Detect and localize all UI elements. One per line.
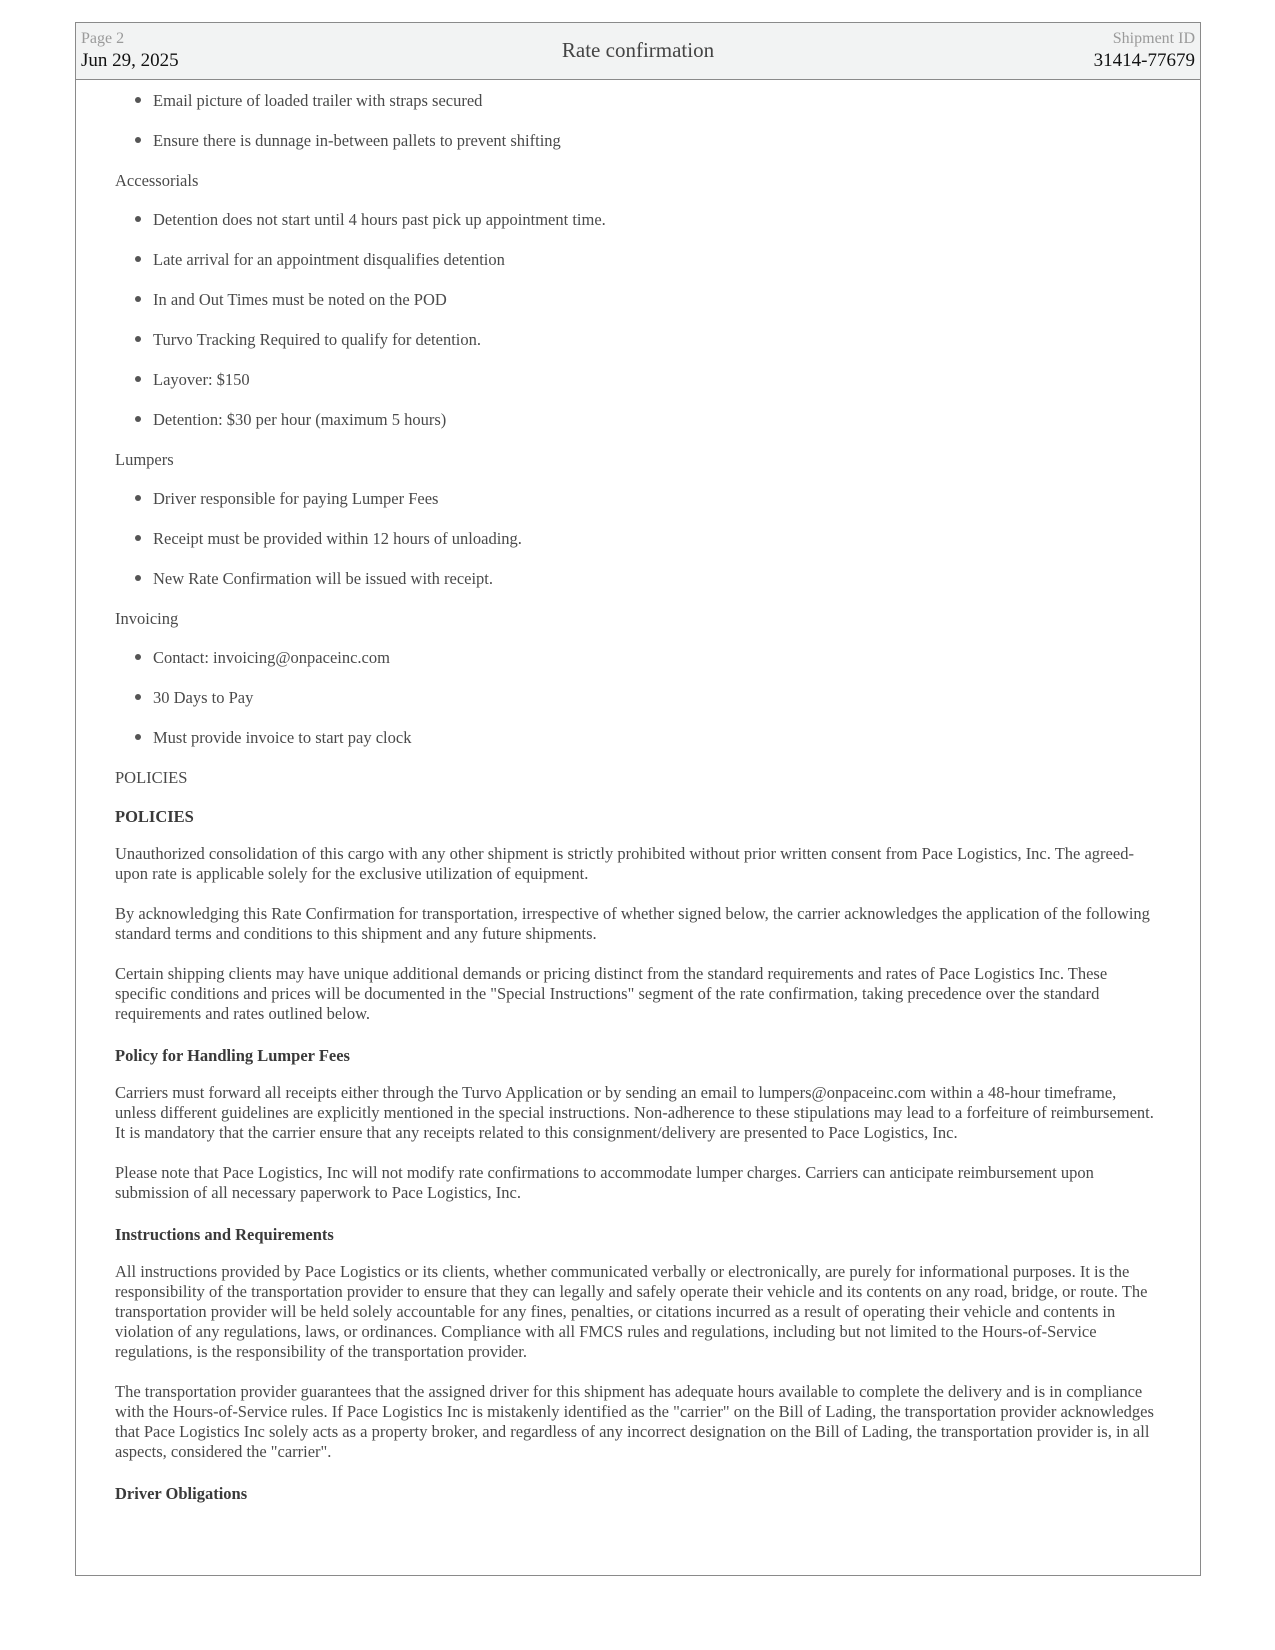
list-item: Detention does not start until 4 hours past pick up appointment time.: [115, 208, 1160, 248]
policy-paragraph: Carriers must forward all receipts either through the Turvo Application or by sending an email to lumpers@onpaceinc.com within a 48-hour timeframe, unless different guidelines are explicitly mentioned in the special instructions. Non-adherence to these stipulations may lead to a forfeiture of reimbursement. It is mandatory that the carrier ensure that any receipts related to this consignment/delivery are presented to Pace Logistics, Inc.: [115, 1083, 1154, 1142]
policy-paragraph: The transportation provider guarantees that the assigned driver for this shipment has adequate hours available to complete the delivery and is in compliance with the Hours-of-Service rules. If Pace Logistics Inc is mistakenly identified as the "carrier" on the Bill of Lading, the transportation provider acknowledges that Pace Logistics Inc solely acts as a property broker, and regardless of any incorrect designation on the Bill of Lading, the transportation provider is, in all aspects, considered the "carrier".: [115, 1382, 1154, 1461]
list-item: Email picture of loaded trailer with straps secured: [115, 89, 1160, 129]
list-item: Must provide invoice to start pay clock: [115, 726, 1160, 766]
invoicing-heading: Invoicing: [115, 609, 179, 628]
accessorials-list: [115, 208, 1160, 448]
policy-paragraph: Unauthorized consolidation of this cargo with any other shipment is strictly prohibited without prior written consent from Pace Logistics, Inc. The agreed-upon rate is applicable solely for the exclusive utilization of equipment.: [115, 844, 1134, 883]
policies-label: POLICIES: [115, 768, 188, 787]
lumpers-heading: Lumpers: [115, 450, 174, 469]
list-item: Ensure there is dunnage in-between pallets to prevent shifting: [115, 129, 1160, 169]
shipment-id-label: Shipment ID: [1112, 30, 1195, 47]
lumpers-list: [115, 487, 1160, 607]
loading-requirements-list: [115, 89, 1160, 169]
list-item: Detention: $30 per hour (maximum 5 hours): [115, 408, 1160, 448]
policy-paragraph: All instructions provided by Pace Logistics or its clients, whether communicated verbally or electronically, are purely for informational purposes. It is the responsibility of the transportation provider to ensure that they can legally and safely operate their vehicle and its contents on any road, bridge, or route. The transportation provider will be held solely accountable for any fines, penalties, or citations incurred as a result of operating their vehicle and contents in violation of any regulations, laws, or ordinances. Compliance with all FMCS rules and regulations, including but not limited to the Hours-of-Service regulations, is the responsibility of the transportation provider.: [115, 1262, 1148, 1361]
list-item: Contact: invoicing@onpaceinc.com: [115, 646, 1160, 686]
document-title: Rate confirmation: [561, 38, 715, 62]
policy-paragraph: By acknowledging this Rate Confirmation for transportation, irrespective of whether signed below, the carrier acknowledges the application of the following standard terms and conditions to this shipment and any future shipments.: [115, 904, 1150, 943]
list-item: In and Out Times must be noted on the POD: [115, 288, 1160, 328]
list-item: New Rate Confirmation will be issued with receipt.: [115, 567, 1160, 607]
lumper-policy-heading: Policy for Handling Lumper Fees: [115, 1046, 350, 1065]
accessorials-heading: Accessorials: [115, 171, 199, 190]
list-item: Layover: $150: [115, 368, 1160, 408]
policy-paragraph: Please note that Pace Logistics, Inc will not modify rate confirmations to accommodate lumper charges. Carriers can anticipate reimbursement upon submission of all necessary paperwork to Pace Logistics, Inc.: [115, 1163, 1094, 1202]
page-number: Page 2: [81, 30, 125, 47]
document-date: Jun 29, 2025: [81, 50, 179, 71]
list-item: Receipt must be provided within 12 hours of unloading.: [115, 527, 1160, 567]
document-page: [75, 22, 1201, 1576]
shipment-id: 31414-77679: [1093, 50, 1195, 71]
instructions-heading: Instructions and Requirements: [115, 1225, 334, 1244]
list-item: Driver responsible for paying Lumper Fees: [115, 487, 1160, 527]
list-item: 30 Days to Pay: [115, 686, 1160, 726]
document-body: [115, 89, 1160, 1521]
list-item: Late arrival for an appointment disqualifies detention: [115, 248, 1160, 288]
driver-obligations-heading: Driver Obligations: [115, 1484, 248, 1503]
policy-paragraph: Certain shipping clients may have unique additional demands or pricing distinct from the standard requirements and rates of Pace Logistics Inc. These specific conditions and prices will be documented in the "Special Instructions" segment of the rate confirmation, taking precedence over the standard requirements and rates outlined below.: [115, 964, 1108, 1023]
header-right: [1094, 29, 1195, 73]
policies-heading: POLICIES: [115, 807, 194, 826]
page-header: [76, 23, 1200, 80]
list-item: Turvo Tracking Required to qualify for detention.: [115, 328, 1160, 368]
invoicing-list: [115, 646, 1160, 766]
